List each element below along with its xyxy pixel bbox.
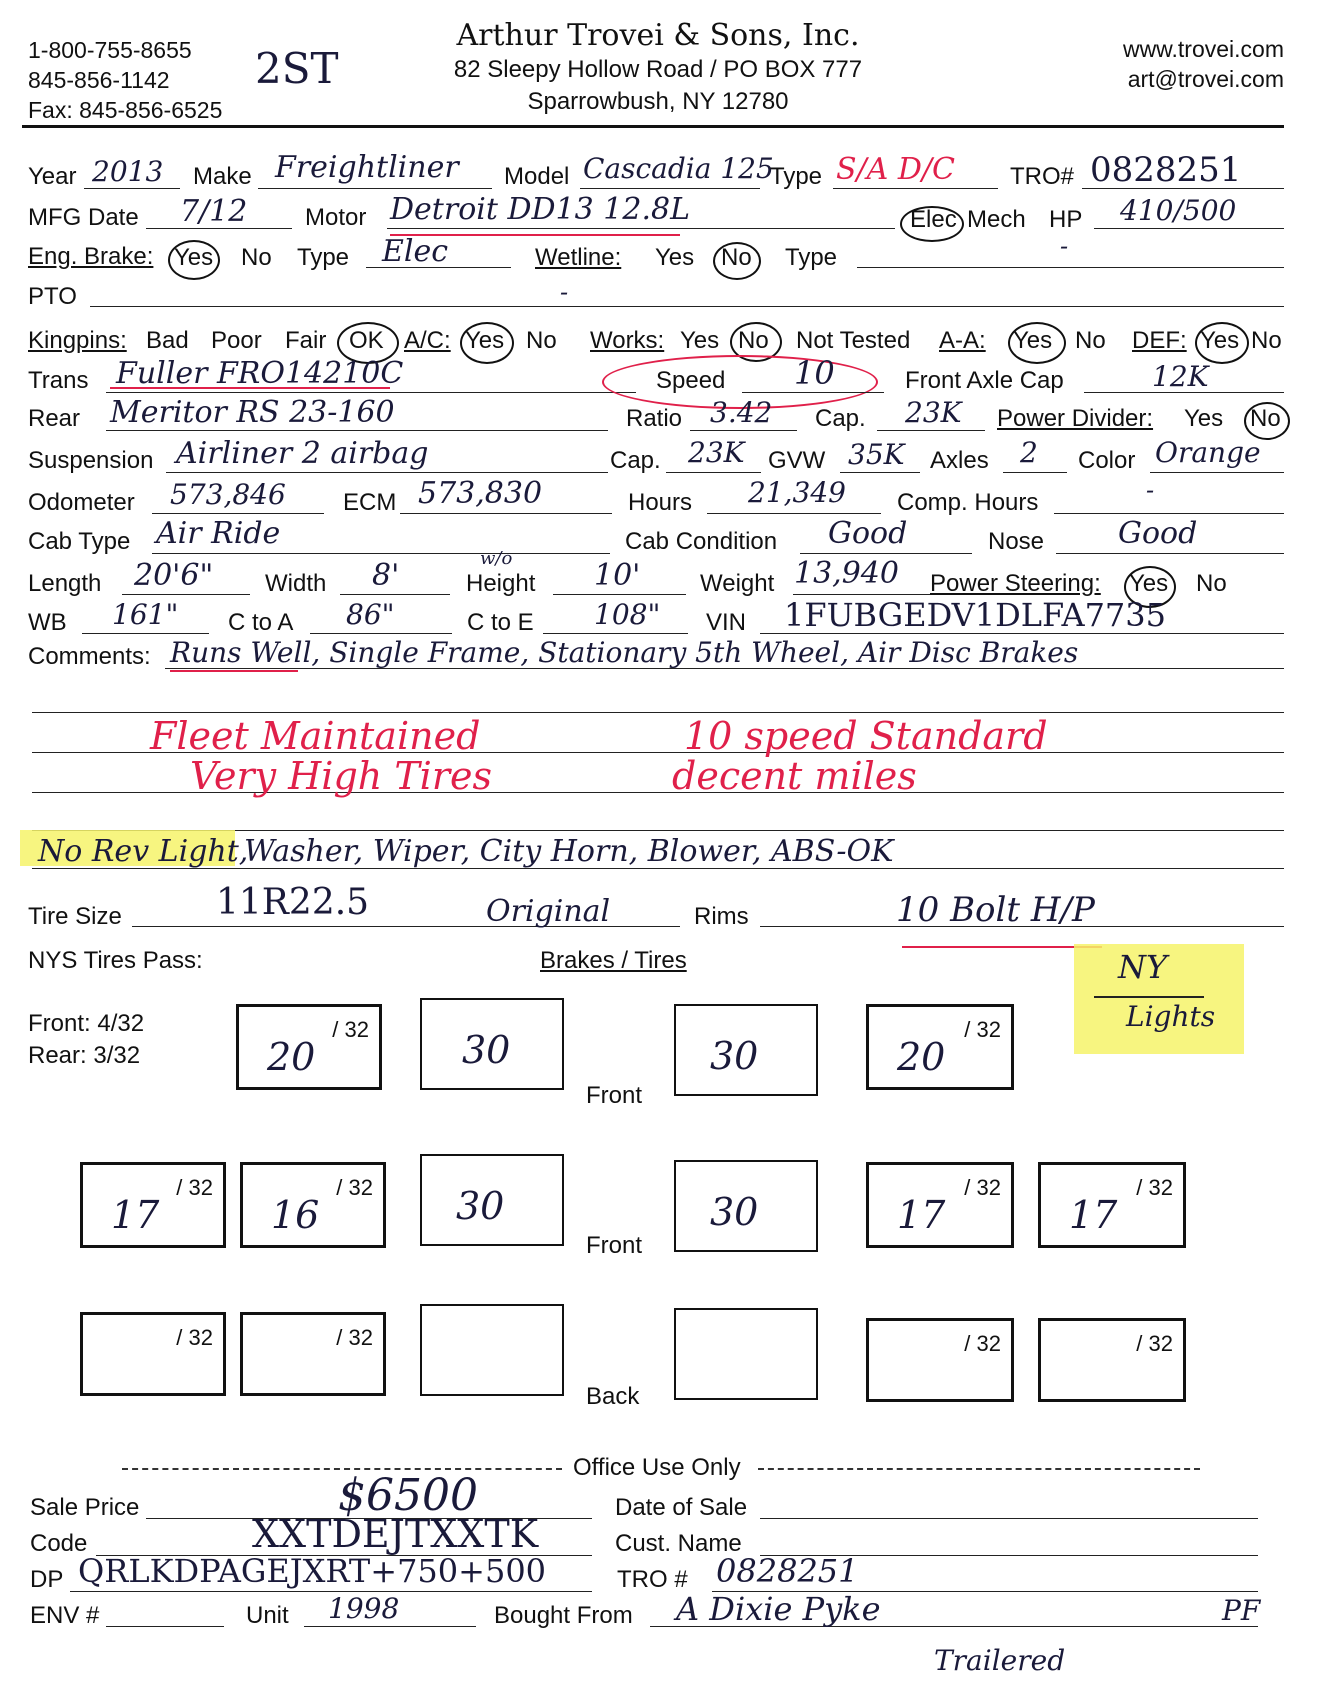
power-divider-no[interactable]: No (1250, 405, 1281, 432)
mech-option[interactable]: Mech (967, 206, 1026, 233)
header-divider (22, 125, 1284, 128)
works-not-tested[interactable]: Not Tested (796, 327, 911, 354)
unit-value: 1998 (328, 1592, 400, 1625)
c-to-a-label: C to A (228, 609, 294, 636)
odometer-label: Odometer (28, 489, 135, 516)
color-label: Color (1078, 447, 1136, 474)
env-label: ENV # (30, 1602, 100, 1629)
cust-name-label: Cust. Name (615, 1530, 742, 1557)
date-of-sale-label: Date of Sale (615, 1494, 748, 1521)
pto-label: PTO (28, 283, 77, 310)
rear-label: Rear (28, 405, 81, 432)
phone-2: 845-856-1142 (28, 67, 170, 93)
tire-box-mid-right-outer[interactable]: / 32 17 (1038, 1162, 1186, 1248)
kingpins-bad[interactable]: Bad (146, 327, 189, 354)
mfg-date-label: MFG Date (28, 204, 139, 231)
motor-value: Detroit DD13 12.8L (390, 192, 690, 227)
make-label: Make (193, 163, 252, 190)
nose-label: Nose (988, 528, 1045, 555)
tire-box-front-right-outer[interactable]: / 32 20 (866, 1004, 1014, 1090)
email: art@trovei.com (1127, 66, 1284, 92)
wet-type-label: Type (785, 244, 838, 271)
eng-brake-no[interactable]: No (241, 244, 272, 271)
eng-type-label: Type (297, 244, 350, 271)
weight-label: Weight (700, 570, 775, 597)
tire-box-mid-left-inner[interactable]: / 32 16 (240, 1162, 386, 1248)
dp-value: QRLKDPAGEJXRT+750+500 (78, 1552, 547, 1590)
trailered-note: Trailered (934, 1644, 1066, 1677)
model-label: Model (504, 163, 570, 190)
tro-label: TRO# (1010, 163, 1075, 190)
elec-option[interactable]: Elec (910, 206, 957, 233)
type-value: S/A D/C (836, 152, 955, 187)
wb-label: WB (28, 609, 67, 636)
tire-box-mid-left-outer[interactable]: / 32 17 (80, 1162, 226, 1248)
comments-line-1: Runs Well, Single Frame, Stationary 5th Wheel, Air Disc Brakes (170, 636, 1079, 669)
height-note: w/o (480, 548, 513, 569)
tro-2-value: 0828251 (716, 1552, 859, 1590)
susp-cap-label: Cap. (610, 447, 661, 474)
code-value: XXTDEJTXXTK (252, 1512, 539, 1556)
comp-hours-label: Comp. Hours (897, 489, 1039, 516)
aa-no[interactable]: No (1075, 327, 1106, 354)
def-yes[interactable]: Yes (1200, 327, 1240, 354)
fax: Fax: 845-856-6525 (28, 97, 223, 123)
eng-brake-label: Eng. Brake: (28, 243, 154, 270)
color-value: Orange (1155, 436, 1261, 469)
wetline-no[interactable]: No (721, 244, 752, 271)
kingpins-fair[interactable]: Fair (285, 327, 327, 354)
eng-type-value: Elec (382, 234, 449, 269)
vin-value: 1FUBGEDV1DLFA7735 (784, 596, 1166, 634)
tire-box-rear-right-inner[interactable]: / 32 (866, 1318, 1014, 1402)
code-label: Code (30, 1530, 88, 1557)
ratio-value: 3.42 (710, 396, 773, 429)
red-note-10-speed: 10 speed Standard (684, 714, 1048, 758)
comp-hours-value: - (1146, 476, 1155, 504)
nose-value: Good (1118, 516, 1198, 551)
rear-value: Meritor RS 23-160 (110, 395, 395, 430)
odometer-value: 573,846 (170, 478, 286, 511)
gvw-value: 35K (848, 438, 905, 471)
tire-note-value: Original (486, 894, 611, 929)
front-spec: Front: 4/32 (28, 1010, 145, 1037)
eng-brake-yes[interactable]: Yes (174, 244, 214, 271)
wet-type-value: - (1060, 232, 1069, 260)
red-note-fleet-maintained: Fleet Maintained (150, 714, 481, 758)
ecm-label: ECM (343, 489, 397, 516)
kingpins-label: Kingpins: (28, 327, 127, 354)
brake-value: 30 (710, 1190, 759, 1234)
power-divider-yes[interactable]: Yes (1184, 405, 1224, 432)
year-label: Year (28, 163, 77, 190)
hours-label: Hours (628, 489, 693, 516)
handwritten-stamp: 2ST (255, 44, 339, 93)
tro-2-label: TRO # (617, 1566, 688, 1593)
weight-value: 13,940 (794, 556, 899, 591)
pto-value: - (560, 278, 569, 306)
tire-box-rear-left-inner[interactable]: / 32 (240, 1312, 386, 1396)
website: www.trovei.com (1122, 36, 1284, 62)
tire-size-value: 11R22.5 (216, 882, 370, 923)
nys-note-ny: NY (1118, 948, 1168, 986)
cab-condition-label: Cab Condition (625, 528, 778, 555)
height-label: Height (466, 570, 536, 597)
brake-value: 30 (710, 1034, 759, 1078)
nys-tires-pass-label: NYS Tires Pass: (28, 947, 203, 974)
tire-tread-value: 17 (1069, 1193, 1118, 1237)
axles-value: 2 (1020, 436, 1038, 469)
c-to-e-value: 108" (594, 598, 661, 631)
suspension-label: Suspension (28, 447, 154, 474)
hours-value: 21,349 (748, 476, 846, 509)
front-axle-cap-value: 12K (1152, 360, 1209, 393)
hp-label: HP (1049, 206, 1083, 233)
axles-label: Axles (930, 447, 989, 474)
rims-label: Rims (694, 903, 749, 930)
tire-box-mid-right-inner[interactable]: / 32 17 (866, 1162, 1014, 1248)
tire-tread-value: 17 (897, 1193, 946, 1237)
def-label: DEF: (1132, 327, 1187, 354)
tire-box-rear-left-outer[interactable]: / 32 (80, 1312, 226, 1396)
works-label: Works: (590, 327, 665, 354)
ac-no[interactable]: No (526, 327, 557, 354)
cab-condition-value: Good (828, 516, 908, 551)
rims-value: 10 Bolt H/P (896, 890, 1095, 930)
no-rev-light-note: No Rev Light, (38, 834, 249, 869)
width-label: Width (265, 570, 327, 597)
tire-size-label: Tire Size (28, 903, 122, 930)
make-value: Freightliner (275, 150, 459, 185)
c-to-a-value: 86" (346, 598, 395, 631)
red-note-decent-miles: decent miles (672, 754, 917, 798)
front-axle-cap-label: Front Axle Cap (905, 367, 1064, 394)
power-steering-yes[interactable]: Yes (1129, 570, 1169, 597)
ratio-label: Ratio (626, 405, 683, 432)
motor-label: Motor (305, 204, 367, 231)
phone-1: 1-800-755-8655 (28, 37, 192, 63)
tire-tread-value: 20 (267, 1035, 316, 1079)
company-address-2: Sparrowbush, NY 12780 (527, 88, 789, 115)
red-note-high-tires: Very High Tires (190, 754, 492, 798)
def-no[interactable]: No (1251, 327, 1282, 354)
brake-box-mid-left[interactable] (420, 1154, 564, 1246)
gvw-label: GVW (768, 447, 826, 474)
tire-box-rear-right-outer[interactable]: / 32 (1038, 1318, 1186, 1402)
kingpins-ok[interactable]: OK (349, 327, 384, 354)
brake-box-rear-left[interactable] (420, 1304, 564, 1396)
brake-box-rear-right[interactable] (674, 1308, 818, 1400)
back-axle-label: Back (586, 1383, 640, 1410)
front-axle-label-1: Front (586, 1082, 643, 1109)
speed-value: 10 (794, 354, 835, 392)
rear-cap-value: 23K (905, 396, 962, 429)
tire-box-front-left-outer[interactable]: / 32 20 (236, 1004, 382, 1090)
wetline-yes[interactable]: Yes (655, 244, 695, 271)
type-label: Type (770, 163, 823, 190)
width-value: 8' (372, 558, 400, 593)
hp-value: 410/500 (1120, 194, 1237, 227)
office-use-heading: Office Use Only (573, 1454, 741, 1481)
wb-value: 161" (112, 598, 179, 631)
suspension-value: Airliner 2 airbag (176, 436, 429, 471)
height-value: 10' (594, 558, 641, 593)
model-value: Cascadia 125 (583, 152, 774, 185)
ecm-value: 573,830 (418, 476, 543, 511)
dp-label: DP (30, 1566, 64, 1593)
cab-type-value: Air Ride (156, 516, 281, 551)
brakes-tires-heading: Brakes / Tires (540, 947, 687, 974)
ac-yes[interactable]: Yes (465, 327, 505, 354)
c-to-e-label: C to E (467, 609, 534, 636)
length-label: Length (28, 570, 102, 597)
speed-label: Speed (656, 367, 726, 394)
year-value: 2013 (92, 155, 164, 188)
bought-from-value: A Dixie Pyke (676, 1590, 881, 1628)
wetline-label: Wetline: (535, 244, 622, 271)
power-steering-label: Power Steering: (930, 570, 1101, 597)
tire-tread-value: 20 (897, 1035, 946, 1079)
tire-tread-value: 16 (271, 1193, 320, 1237)
susp-cap-value: 23K (688, 436, 745, 469)
vin-label: VIN (706, 609, 747, 636)
front-axle-label-2: Front (586, 1232, 643, 1259)
sale-price-label: Sale Price (30, 1494, 140, 1521)
brake-value: 30 (462, 1028, 511, 1072)
works-yes[interactable]: Yes (680, 327, 720, 354)
trans-label: Trans (28, 367, 89, 394)
cab-type-label: Cab Type (28, 528, 131, 555)
rear-spec: Rear: 3/32 (28, 1042, 141, 1069)
bought-from-suffix: PF (1222, 1594, 1261, 1627)
length-value: 20'6" (134, 558, 214, 593)
mfg-date-value: 7/12 (180, 194, 248, 229)
rear-cap-label: Cap. (815, 405, 866, 432)
aa-yes[interactable]: Yes (1013, 327, 1053, 354)
tire-tread-value: 17 (111, 1193, 160, 1237)
brake-value: 30 (456, 1184, 505, 1228)
tro-value: 0828251 (1090, 150, 1242, 190)
ac-label: A/C: (404, 327, 451, 354)
company-name: Arthur Trovei & Sons, Inc. (456, 18, 860, 53)
sale-price-value: $6500 (338, 1470, 478, 1521)
trans-value: Fuller FRO14210C (116, 356, 404, 391)
brake-box-front-right[interactable] (674, 1004, 818, 1096)
power-steering-no[interactable]: No (1196, 570, 1227, 597)
kingpins-poor[interactable]: Poor (211, 327, 262, 354)
equipment-notes: Washer, Wiper, City Horn, Blower, ABS-OK (244, 834, 894, 869)
comments-label: Comments: (28, 643, 151, 670)
aa-label: A-A: (939, 327, 986, 354)
works-no[interactable]: No (738, 327, 769, 354)
brake-box-front-left[interactable] (420, 998, 564, 1090)
nys-note-lights: Lights (1126, 1000, 1216, 1033)
bought-from-label: Bought From (494, 1602, 633, 1629)
unit-label: Unit (246, 1602, 289, 1629)
company-address-1: 82 Sleepy Hollow Road / PO BOX 777 (453, 56, 863, 83)
power-divider-label: Power Divider: (997, 405, 1154, 432)
brake-box-mid-right[interactable] (674, 1160, 818, 1252)
